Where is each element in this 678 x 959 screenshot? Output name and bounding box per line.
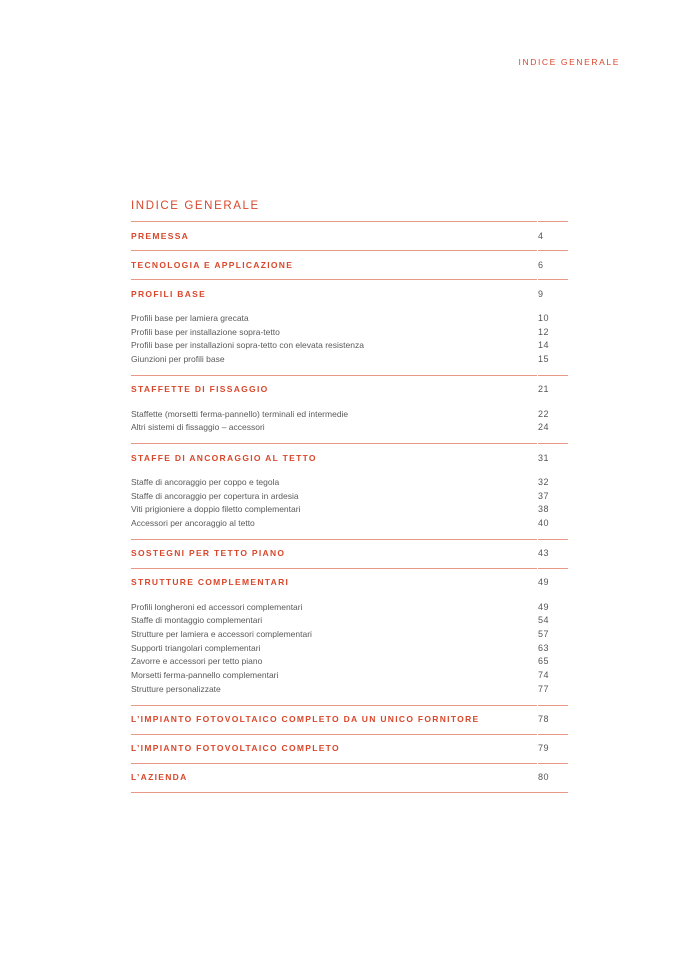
toc-entry[interactable] — [131, 221, 568, 250]
toc-entry[interactable] — [131, 568, 568, 597]
toc-entry[interactable] — [131, 443, 568, 472]
toc-page-number: 78 — [538, 714, 550, 725]
toc-page-number: 9 — [538, 288, 544, 299]
toc-subentry-label: Staffette (morsetti ferma-pannello) terminali ed intermedie — [131, 408, 349, 419]
toc-subentry[interactable] — [131, 407, 568, 421]
toc-subentry-list — [131, 472, 568, 539]
running-header-title: INDICE GENERALE — [518, 57, 620, 67]
toc-title: INDICE GENERALE — [131, 200, 260, 212]
toc-page-number: 74 — [538, 670, 550, 681]
toc-subentry[interactable] — [131, 614, 568, 628]
toc-section-profili-base — [131, 279, 568, 375]
toc-page-number: 15 — [538, 353, 550, 364]
toc-page-number: 22 — [538, 408, 550, 419]
toc-section-impianto-fornitore — [131, 705, 568, 734]
toc-subentry[interactable] — [131, 655, 568, 669]
toc-subentry-label: Strutture personalizzate — [131, 683, 221, 694]
toc-subentry[interactable] — [131, 352, 568, 366]
toc-page-number: 57 — [538, 629, 550, 640]
toc-section-label: TECNOLOGIA E APPLICAZIONE — [131, 259, 294, 270]
toc-page-number: 40 — [538, 518, 550, 529]
toc-page-number: 79 — [538, 743, 550, 754]
toc-section-label: SOSTEGNI PER TETTO PIANO — [131, 548, 286, 559]
toc-section-tecnologia — [131, 250, 568, 279]
toc-entry[interactable] — [131, 763, 568, 792]
toc-entry[interactable] — [131, 705, 568, 734]
toc-entry[interactable] — [131, 250, 568, 279]
toc-subentry-label: Zavorre e accessori per tetto piano — [131, 656, 263, 667]
toc-subentry-label: Supporti triangolari complementari — [131, 642, 261, 653]
toc-subentry-label: Accessori per ancoraggio al tetto — [131, 518, 255, 529]
toc-section-label: STRUTTURE COMPLEMENTARI — [131, 577, 290, 588]
toc-subentry-label: Profili base per installazioni sopra-tetto con elevata resistenza — [131, 340, 364, 351]
toc-entry[interactable] — [131, 734, 568, 763]
toc-section-premessa — [131, 221, 568, 250]
toc-subentry[interactable] — [131, 420, 568, 434]
toc-section-azienda — [131, 763, 568, 793]
toc-subentry-label: Giunzioni per profili base — [131, 353, 225, 364]
toc-subentry[interactable] — [131, 627, 568, 641]
toc-subentry[interactable] — [131, 311, 568, 325]
toc-entry[interactable] — [131, 375, 568, 404]
toc-subentry-label: Morsetti ferma-pannello complementari — [131, 670, 279, 681]
toc-page-number: 6 — [538, 259, 544, 270]
toc-subentry-label: Profili longheroni ed accessori complementari — [131, 601, 303, 612]
toc-subentry-label: Profili base per installazione sopra-tetto — [131, 326, 280, 337]
toc-subentry-label: Altri sistemi di fissaggio – accessori — [131, 422, 265, 433]
toc-section-label: PROFILI BASE — [131, 288, 207, 299]
toc-subentry[interactable] — [131, 600, 568, 614]
table-of-contents — [131, 199, 568, 793]
toc-page-number: 77 — [538, 683, 550, 694]
toc-section-staffette — [131, 375, 568, 443]
toc-page-number: 32 — [538, 476, 550, 487]
toc-page-number: 4 — [538, 230, 544, 241]
toc-subentry-list — [131, 404, 568, 443]
toc-subentry[interactable] — [131, 325, 568, 339]
toc-page-number: 12 — [538, 326, 550, 337]
toc-section-impianto-completo — [131, 734, 568, 763]
toc-page-number: 37 — [538, 490, 550, 501]
toc-section-label: L’AZIENDA — [131, 772, 188, 783]
toc-section-strutture — [131, 568, 568, 705]
toc-section-sostegni — [131, 539, 568, 568]
toc-page-number: 65 — [538, 656, 550, 667]
toc-entry[interactable] — [131, 539, 568, 568]
toc-page-number: 21 — [538, 384, 550, 395]
toc-subentry-label: Staffe di ancoraggio per coppo e tegola — [131, 476, 280, 487]
toc-subentry-label: Staffe di montaggio complementari — [131, 615, 263, 626]
toc-page-number: 63 — [538, 642, 550, 653]
toc-page-number: 43 — [538, 548, 550, 559]
toc-page-number: 38 — [538, 504, 550, 515]
toc-section-label: L’IMPIANTO FOTOVOLTAICO COMPLETO — [131, 743, 340, 754]
toc-subentry[interactable] — [131, 489, 568, 503]
toc-section-staffe-ancoraggio — [131, 443, 568, 539]
toc-page-number: 80 — [538, 772, 550, 783]
toc-section-label: L’IMPIANTO FOTOVOLTAICO COMPLETO DA UN UNICO FORNITORE — [131, 714, 480, 725]
toc-subentry-label: Strutture per lamiera e accessori complementari — [131, 629, 312, 640]
toc-page-number: 10 — [538, 312, 550, 323]
toc-entry[interactable] — [131, 279, 568, 308]
toc-subentry-label: Staffe di ancoraggio per copertura in ardesia — [131, 490, 299, 501]
toc-subentry[interactable] — [131, 668, 568, 682]
toc-subentry[interactable] — [131, 516, 568, 530]
toc-page-number: 31 — [538, 452, 550, 463]
toc-subentry[interactable] — [131, 641, 568, 655]
toc-page-number: 49 — [538, 577, 550, 588]
toc-page-number: 24 — [538, 422, 550, 433]
toc-page-number: 54 — [538, 615, 550, 626]
toc-subentry[interactable] — [131, 682, 568, 696]
toc-page-number: 14 — [538, 340, 550, 351]
toc-section-label: STAFFETTE DI FISSAGGIO — [131, 384, 269, 395]
toc-subentry[interactable] — [131, 503, 568, 517]
toc-subentry-list — [131, 308, 568, 375]
toc-section-label: PREMESSA — [131, 230, 190, 241]
toc-subentry-list — [131, 597, 568, 705]
toc-subentry-label: Viti prigioniere a doppio filetto complementari — [131, 504, 301, 515]
toc-subentry[interactable] — [131, 475, 568, 489]
toc-subentry[interactable] — [131, 338, 568, 352]
toc-section-label: STAFFE DI ANCORAGGIO AL TETTO — [131, 452, 317, 463]
toc-subentry-label: Profili base per lamiera grecata — [131, 312, 249, 323]
toc-page-number: 49 — [538, 601, 550, 612]
